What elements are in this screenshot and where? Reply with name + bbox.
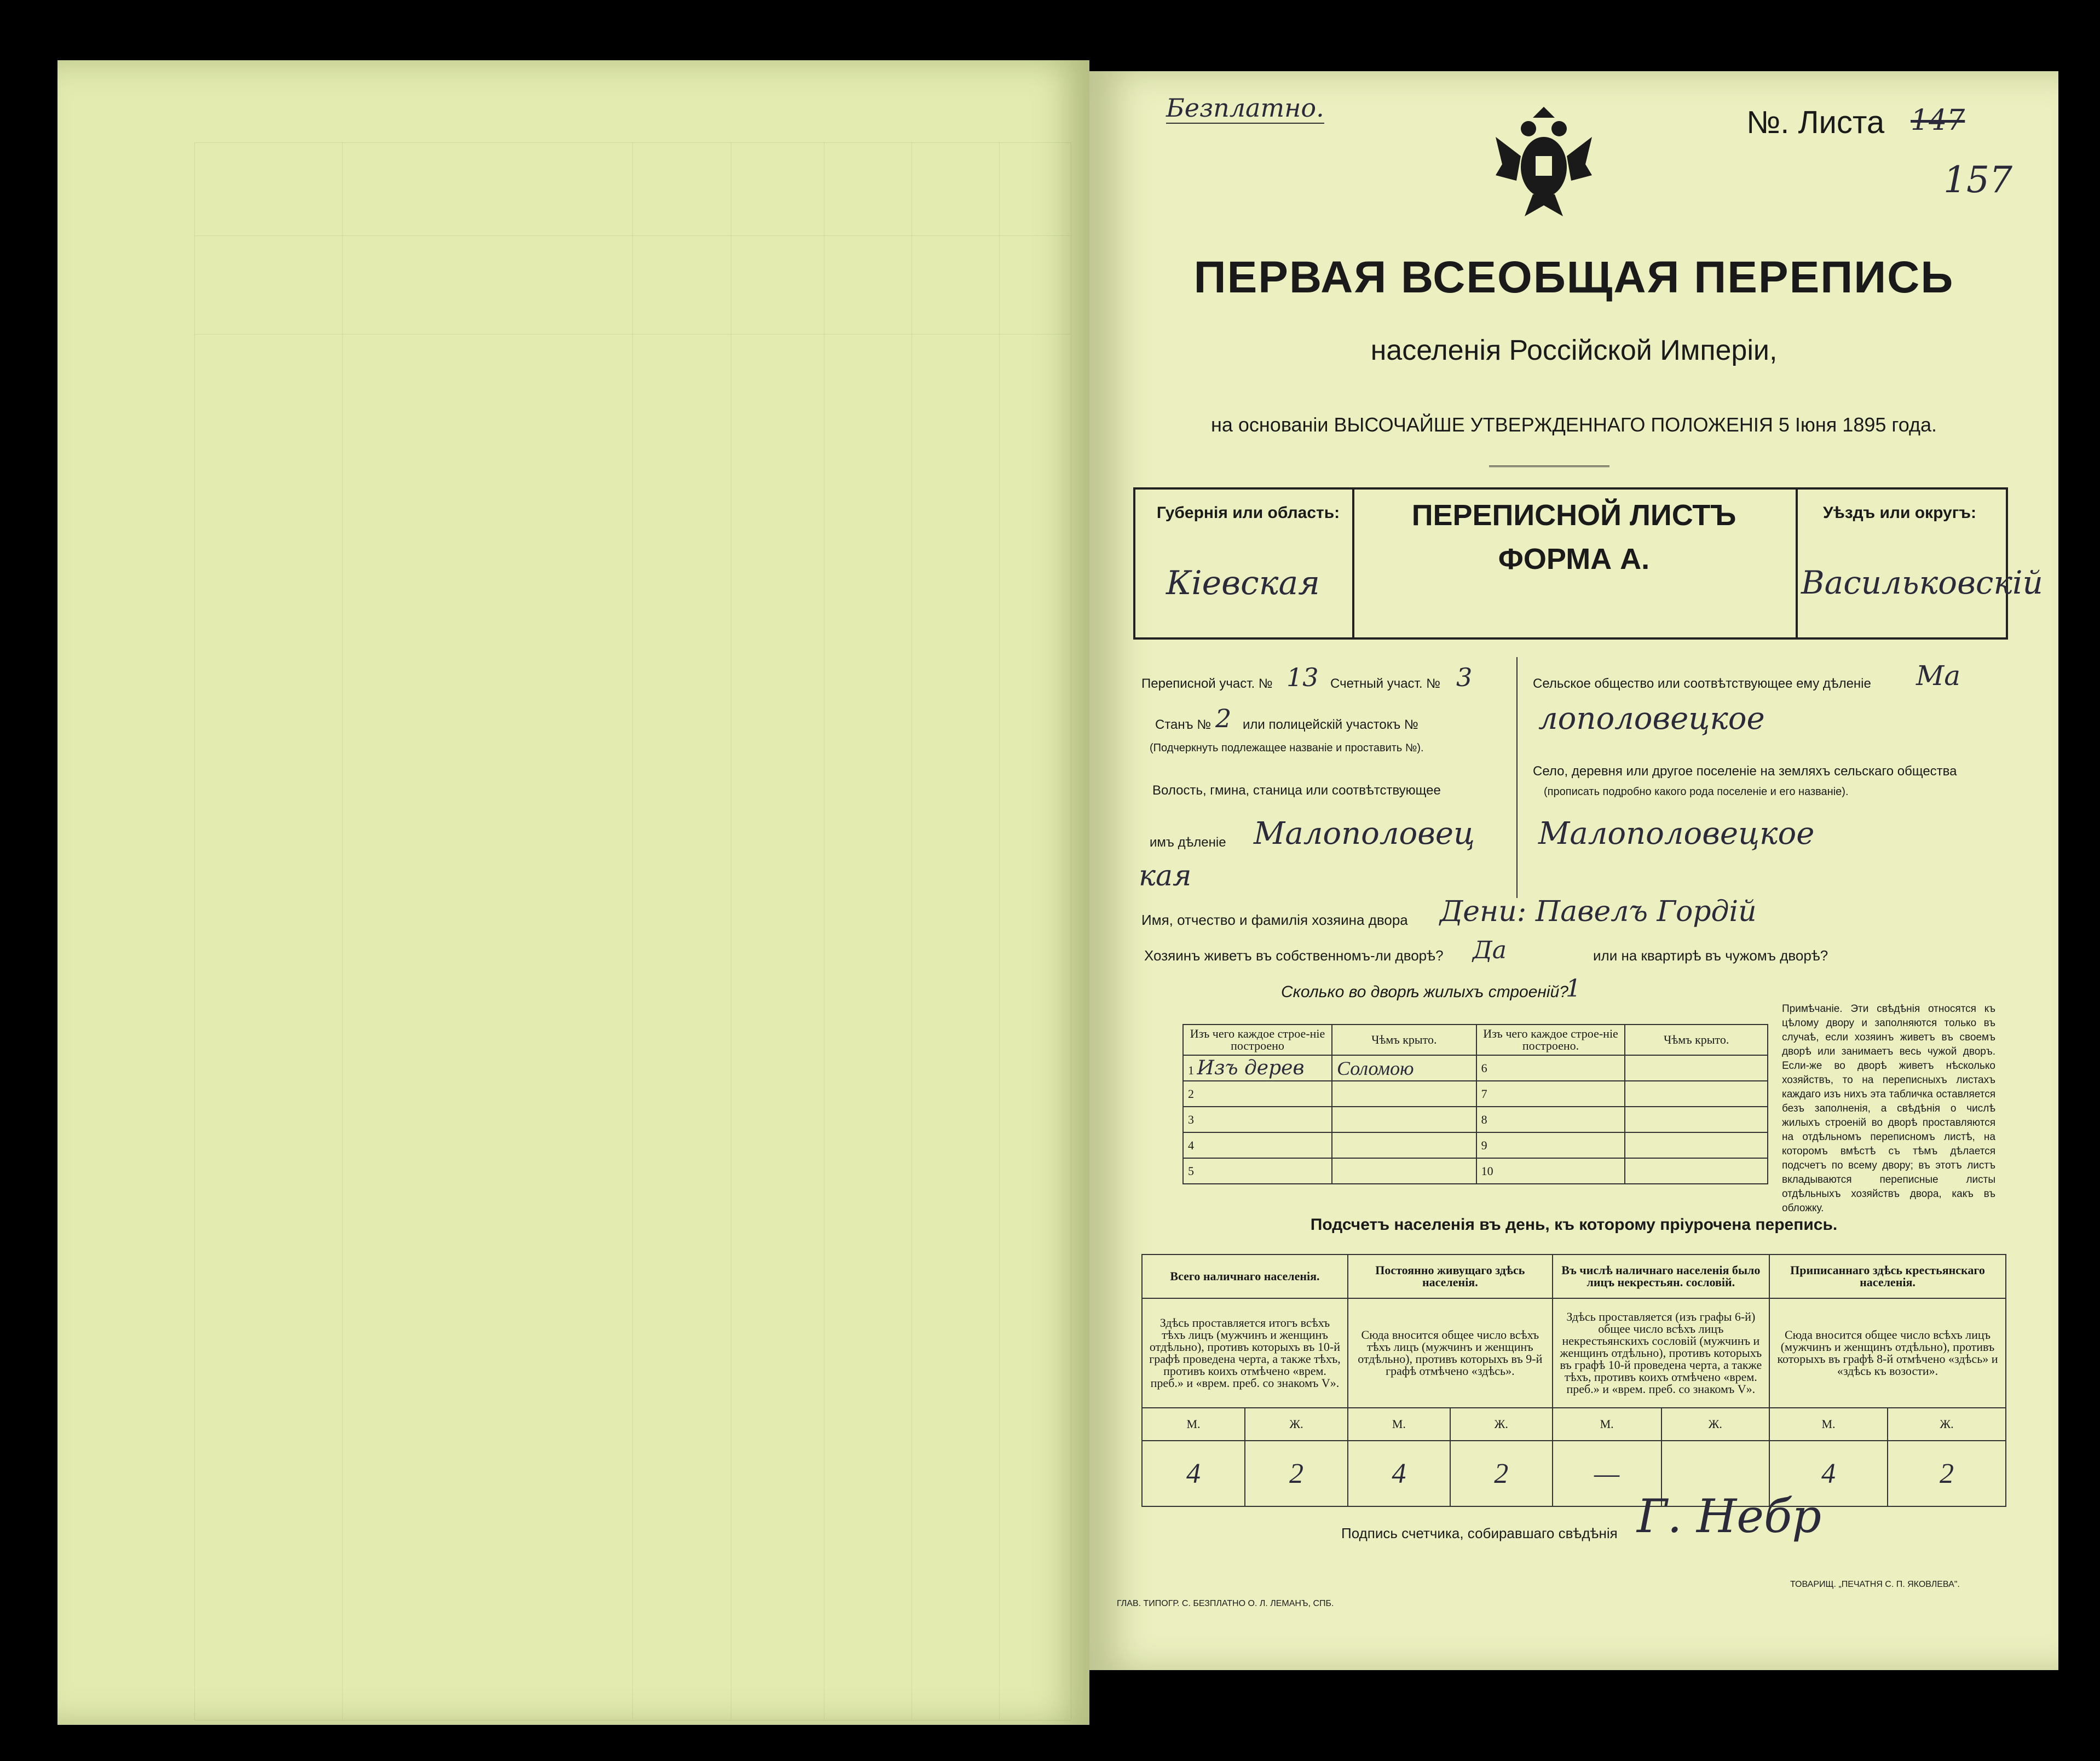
form-name-line1: ПЕРЕПИСНОЙ ЛИСТЪ [1411, 499, 1736, 532]
material-cell: 1 Изъ дерев [1183, 1055, 1332, 1081]
roof-cell [1625, 1081, 1768, 1107]
form-basis: на основаніи ВЫСОЧАЙШЕ УТВЕРЖДЕННАГО ПОЛОЖЕНІЯ 5 Іюня 1895 года. [1210, 413, 1937, 436]
count-description: Здѣсь проставляется итогъ всѣхъ тѣхъ лицъ (мужчинъ и женщинъ отдѣльно), противъ которыхъ въ 10-й графѣ проведена черта, а также тѣхъ, противъ коихъ отмѣчено «врем. преб.» и «врем. преб. со знакомъ V». [1142, 1298, 1348, 1408]
uezd-value: Васильковскій [1801, 564, 2043, 601]
underline-note: (Подчеркнуть подлежащее названіе и проставить №). [1150, 742, 1424, 754]
ghost-line [999, 142, 1000, 1719]
note-text: Примѣчаніе. Эти свѣдѣнія относятся къ цѣлому двору и заполняются только въ случаѣ, если хозяинъ живетъ въ своемъ дворѣ или занимаетъ весь чужой дворъ. Если-же во дворѣ живетъ нѣсколько хозяйствъ, то на переписныхъ листахъ каждаго изъ нихъ эта табличка оставляется безъ заполненія, а свѣдѣнія о числѣ жилыхъ строеній во дворѣ проставляются на отдѣльномъ переписномъ листѣ, на которомъ вмѣстѣ съ тѣмъ дѣлается подсчетъ по всему двору; въ этотъ листъ вкладываются переписные листы отдѣльныхъ хозяйствъ двора, какъ въ обложку. [1782, 1003, 1995, 1214]
buildings-table [1182, 1024, 1768, 1184]
female-header: Ж. [1450, 1408, 1553, 1441]
volost-value-1: Малополовец [1254, 816, 1475, 851]
buildings-label: Сколько во дворѣ жилыхъ строеній? [1281, 983, 1568, 1001]
material-cell: 3 [1183, 1107, 1332, 1132]
stan-label: Станъ № [1155, 717, 1211, 732]
male-header: М. [1142, 1408, 1245, 1441]
table-row [1183, 1081, 1768, 1107]
table-row [1183, 1158, 1768, 1184]
selskoe-label: Сельское общество или соотвѣтствующее ему дѣленіе [1533, 676, 1871, 691]
col-header: Изъ чего каждое строе-ніе построено. [1476, 1025, 1625, 1055]
sheet-number-crossed: 147 [1911, 104, 1965, 137]
selo-label: Село, деревня или другое поселеніе на земляхъ сельскаго общества [1533, 764, 1957, 779]
count-title: Подсчетъ населенія въ день, къ которому пріурочена перепись. [1310, 1216, 1838, 1234]
col-header: Чѣмъ крыто. [1625, 1025, 1768, 1055]
stan-value: 2 [1215, 704, 1232, 733]
count-description: Сюда вносится общее число всѣхъ тѣхъ лицъ (мужчинъ и женщинъ отдѣльно), противъ которыхъ въ 9-й графѣ отмѣчено «здѣсь». [1348, 1298, 1553, 1408]
ghost-line [632, 142, 633, 1719]
male-header: М. [1769, 1408, 1888, 1441]
gubernia-value: Кіевская [1166, 564, 1320, 602]
roof-cell [1332, 1158, 1476, 1184]
volost-value-2: кая [1139, 860, 1192, 893]
count-value: 2 [1245, 1441, 1348, 1506]
col-header: Чѣмъ крыто. [1332, 1025, 1476, 1055]
printer-footer-right: ТОВАРИЩ. „ПЕЧАТНЯ С. П. ЯКОВЛЕВА". [1790, 1580, 1960, 1589]
schetny-value: 3 [1456, 663, 1473, 692]
selskoe-value-2: лополовецкое [1538, 701, 1765, 736]
material-cell: 9 [1476, 1132, 1625, 1158]
uezd-label: Уѣздъ или округъ: [1822, 504, 1977, 522]
roof-cell [1625, 1132, 1768, 1158]
material-cell: 5 [1183, 1158, 1332, 1184]
count-value: 4 [1769, 1441, 1888, 1506]
roof-cell [1332, 1132, 1476, 1158]
count-description: Сюда вносится общее число всѣхъ лицъ (мужчинъ и женщинъ отдѣльно), противъ которыхъ въ графѣ 8-й отмѣчено «здѣсь» и «здѣсь къ возости». [1769, 1298, 2006, 1408]
owner-value: Дени: Павелъ Гордій [1440, 895, 1757, 928]
own-yard-value: Да [1473, 936, 1507, 964]
left-page [57, 60, 1089, 1725]
count-value: 4 [1348, 1441, 1450, 1506]
ghost-line [342, 142, 343, 1719]
volost-label-2: имъ дѣленіе [1150, 835, 1226, 850]
form-subtitle: населенія Россійской Имперіи, [1370, 335, 1778, 366]
female-header: Ж. [1661, 1408, 1769, 1441]
material-cell: 4 [1183, 1132, 1332, 1158]
col-header: Изъ чего каждое строе-ніе построено [1183, 1025, 1332, 1055]
selo-value: Малополовецкое [1538, 816, 1815, 851]
perepisnoi-label: Переписной участ. № [1141, 676, 1273, 691]
double-headed-eagle-emblem [1495, 104, 1593, 219]
census-form-page [1089, 71, 2058, 1670]
form-name-line2: ФОРМА А. [1498, 543, 1650, 576]
material-cell: 6 [1476, 1055, 1625, 1081]
ornament-divider [1489, 465, 1609, 467]
count-value: 4 [1142, 1441, 1245, 1506]
count-header: Въ числѣ наличнаго населенія было лицъ некрестьян. сословій. [1553, 1254, 1769, 1298]
signature-value: Г. Небр [1637, 1489, 1822, 1543]
count-header: Постоянно живущаго здѣсь населенія. [1348, 1254, 1553, 1298]
owner-label: Имя, отчество и фамилія хозяина двора [1141, 912, 1408, 928]
roof-cell [1625, 1107, 1768, 1132]
selo-note: (прописать подробно какого рода поселеніе и его названіе). [1544, 786, 1849, 798]
own-yard-label: Хозяинъ живетъ въ собственномъ-ли дворѣ? [1144, 947, 1444, 964]
table-row [1183, 1107, 1768, 1132]
roof-cell [1625, 1055, 1768, 1081]
count-value: — [1553, 1441, 1661, 1506]
perepisnoi-value: 13 [1286, 663, 1319, 692]
signature-label: Подпись счетчика, собиравшаго свѣдѣнія [1341, 1525, 1618, 1541]
female-header: Ж. [1888, 1408, 2006, 1441]
selskoe-value-1: Ма [1916, 660, 1961, 692]
female-header: Ж. [1245, 1408, 1348, 1441]
male-header: М. [1553, 1408, 1661, 1441]
count-description: Здѣсь проставляется (изъ графы 6-й) общее число всѣхъ лицъ некрестьянскихъ сословій (мужчинъ и женщинъ отдѣльно), противъ которыхъ въ графѣ 10-й проведена черта, а также тѣхъ, противъ коихъ отмѣчено «врем. преб.» и «врем. преб. со знакомъ V». [1553, 1298, 1769, 1408]
ghost-table [194, 142, 1071, 1720]
material-cell: 7 [1476, 1081, 1625, 1107]
gubernia-label: Губернія или область: [1156, 504, 1340, 522]
column-divider [1516, 657, 1518, 898]
police-label: или полицейскій участокъ № [1243, 717, 1418, 732]
material-cell: 10 [1476, 1158, 1625, 1184]
ghost-line [911, 142, 912, 1719]
population-count-table [1141, 1254, 2006, 1507]
roof-cell: Соломою [1332, 1055, 1476, 1081]
count-header: Всего наличнаго населенія. [1142, 1254, 1348, 1298]
material-cell: 2 [1183, 1081, 1332, 1107]
male-header: М. [1348, 1408, 1450, 1441]
rent-label: или на квартирѣ въ чужомъ дворѣ? [1593, 947, 1828, 964]
material-cell: 8 [1476, 1107, 1625, 1132]
sheet-number-handwritten: 157 [1943, 159, 2012, 201]
roof-cell [1332, 1081, 1476, 1107]
table-row [1183, 1055, 1768, 1081]
volost-label: Волость, гмина, станица или соотвѣтствующее [1152, 783, 1441, 798]
free-label: Безплатно. [1166, 93, 1324, 123]
schetny-label: Счетный участ. № [1330, 676, 1440, 691]
roof-cell [1332, 1107, 1476, 1132]
sheet-number-label: №. Листа [1746, 105, 1885, 140]
table-row [1183, 1132, 1768, 1158]
count-value: 2 [1888, 1441, 2006, 1506]
count-header: Приписаннаго здѣсь крестьянскаго населенія. [1769, 1254, 2006, 1298]
printer-footer-left: ГЛАВ. ТИПОГР. С. БЕЗПЛАТНО О. Л. ЛЕМАНЪ, СПБ. [1117, 1599, 1334, 1608]
buildings-value: 1 [1566, 975, 1581, 1003]
roof-cell [1625, 1158, 1768, 1184]
form-title: ПЕРВАЯ ВСЕОБЩАЯ ПЕРЕПИСЬ [1193, 252, 1954, 302]
count-value: 2 [1450, 1441, 1553, 1506]
